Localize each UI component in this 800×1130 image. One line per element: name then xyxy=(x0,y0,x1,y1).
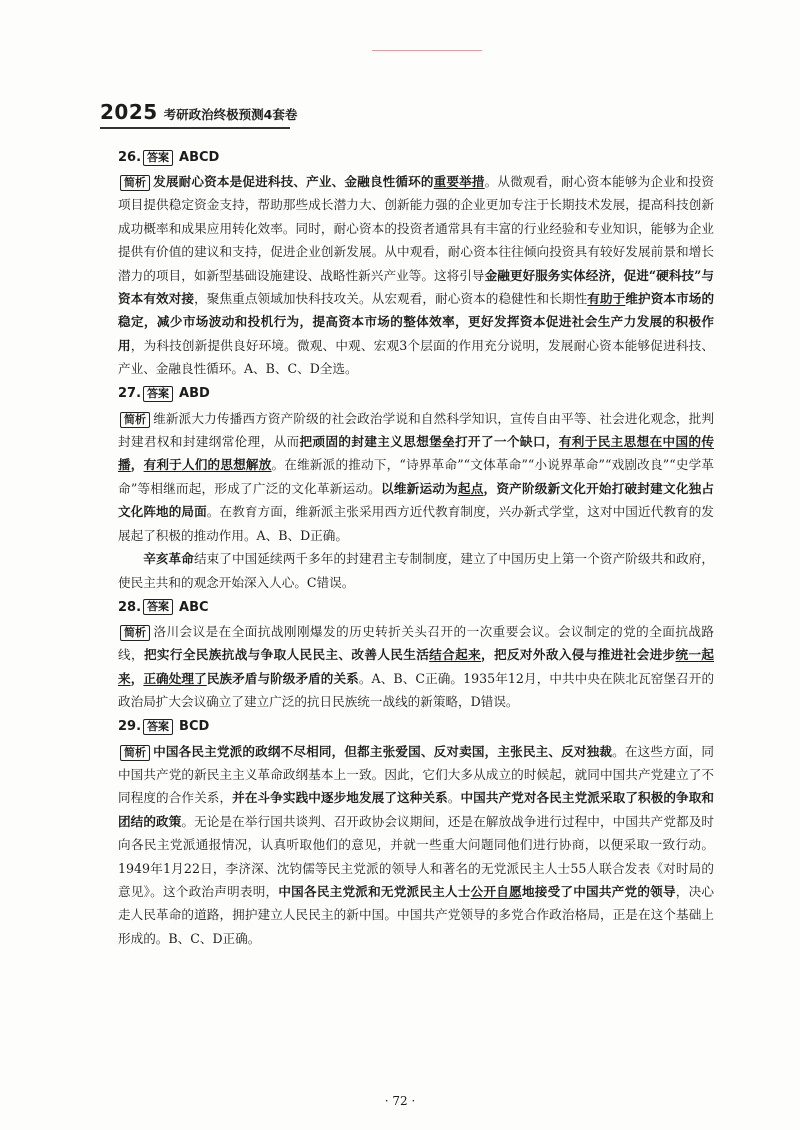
emphasis-text: 起点 xyxy=(457,480,484,496)
emphasis-text: 以维新运动为 xyxy=(381,480,458,496)
emphasis-text: 有利于民主思想在中国的传播 xyxy=(118,434,715,473)
emphasis-text: ，把反对外敌入侵与推进社会进步 xyxy=(481,647,676,663)
emphasis-text: 民族矛盾与阶级矛盾的关系 xyxy=(206,670,359,686)
emphasis-text: 发展耐心资本是促进科技、产业、金融良性循环的 xyxy=(153,174,434,189)
explanation-paragraph xyxy=(118,547,714,594)
body-text: 。无论是在举行国共谈判、召开政协会议期间，还是在解放战争进行过程中，中国共产党都及时向各民主党派通报情况，认真听取他们的意见，并就一些重大问题同他们进行协商，以便采取一致行动。1949年1月22日，李济深、沈钧儒等民主党派的领导人和著名的无党派民主人士55人联合发表《对时局的意见》。这个政治声明表明， xyxy=(118,813,715,899)
answer-line xyxy=(118,596,714,619)
question-29 xyxy=(118,716,714,951)
analysis-badge: 简析 xyxy=(120,625,150,641)
decorative-red-line xyxy=(372,50,482,51)
header-rule xyxy=(100,127,290,129)
answer-badge: 答案 xyxy=(143,386,173,402)
explanation-paragraph xyxy=(118,620,714,714)
body-text: 维新派大力传播西方资产阶级的社会政治学说和自然科学知识，宣传自由平等、社会进化观念，批判封建君权和封建纲常伦理，从而 xyxy=(118,410,714,450)
explanation-paragraph xyxy=(118,740,714,951)
question-number: 28. xyxy=(118,599,142,615)
analysis-badge: 简析 xyxy=(120,412,150,428)
explanation xyxy=(118,407,714,594)
question-27 xyxy=(118,383,714,594)
emphasis-text: 公开自愿 xyxy=(470,883,522,899)
emphasis-text: 把实行全民族抗战与争取人民民主、改善人民生活 xyxy=(143,647,430,663)
explanation xyxy=(118,170,714,381)
answer-line xyxy=(118,716,714,739)
emphasis-text: 辛亥革命 xyxy=(143,551,194,567)
explanation xyxy=(118,740,714,951)
body-text: 。A、B、C正确。1935年12月，中共中央在陕北瓦窑堡召开的政治局扩大会议确立了建立广泛的抗日民族统一战线的新策略，D错误。 xyxy=(118,670,715,710)
answer-value: ABCD xyxy=(179,149,220,165)
body-text: ，决心走人民革命的道路，拥护建立人民民主的新中国。中国共产党领导的多党合作政治格局，正是在这个基础上形成的。B、C、D正确。 xyxy=(118,883,715,946)
emphasis-text: 正确处理了 xyxy=(143,670,207,686)
emphasis-text: 中国共产党对各民主党派采取了积极的争取和团结的政策 xyxy=(118,790,715,829)
emphasis-text: 中国各民主党派的政纲不尽相同，但都主张爱国、反对卖国，主张民主、反对独裁 xyxy=(153,743,613,759)
emphasis-text: 有助于 xyxy=(587,291,626,307)
answer-line xyxy=(118,146,714,169)
emphasis-text: 统一起来 xyxy=(118,647,715,686)
explanation-paragraph xyxy=(118,170,714,381)
answer-value: ABD xyxy=(179,386,210,402)
emphasis-text: 并在斗争实践中逐步地发展了这种关系 xyxy=(232,790,448,806)
emphasis-text: ，资产阶级新文化开始打破封建文化独占文化阵地的局面 xyxy=(118,480,715,520)
emphasis-text: 地接受了中国共产党的领导 xyxy=(521,883,676,899)
body-text: 洛川会议是在全面抗战刚刚爆发的历史转折关头召开的一次重要会议。会议制定的党的全面抗战路线， xyxy=(118,623,714,663)
question-number: 26. xyxy=(118,149,142,165)
answer-value: BCD xyxy=(179,719,210,735)
emphasis-text: 把顽固的封建主义思想堡垒打开了一个缺口， xyxy=(299,434,559,450)
body-text: 结束了中国延续两千多年的封建君主专制制度，建立了中国历史上第一个资产阶级共和政府，使民主共和的观念开始深入人心。C错误。 xyxy=(118,551,715,590)
emphasis-text: 维护资本市场的稳定，减少市场波动和投机行为，提高资本市场的整体效率，更好发挥资本促进社会生产力发展的积极作用 xyxy=(118,291,715,353)
answer-value: ABC xyxy=(179,599,209,615)
emphasis-text: ， xyxy=(130,457,144,473)
analysis-badge: 简析 xyxy=(120,745,150,761)
question-26 xyxy=(118,146,714,381)
body-text: 。 xyxy=(447,790,461,806)
body-text: ，为科技创新提供良好环境。微观、中观、宏观3个层面的作用充分说明，发展耐心资本能够促进科技、产业、金融良性循环。A、B、C、D全选。 xyxy=(118,337,715,377)
question-28 xyxy=(118,596,714,714)
body-text: 。在维新派的推动下，“诗界革命”“文体革命”“小说界革命”“戏剧改良”“史学革命”等相继而起，形成了广泛的文化革新运动。 xyxy=(118,457,715,496)
explanation-paragraph xyxy=(118,407,714,547)
body-text: 。在教育方面，维新派主张采用西方近代教育制度，兴办新式学堂，这对中国近代教育的发展起了积极的推动作用。A、B、D正确。 xyxy=(118,504,715,543)
answer-line xyxy=(118,383,714,406)
question-number: 27. xyxy=(118,386,142,402)
explanation xyxy=(118,620,714,714)
question-number: 29. xyxy=(118,719,142,735)
answer-content xyxy=(118,146,714,952)
header-title: 考研政治终极预测4套卷 xyxy=(163,107,298,122)
emphasis-text: 有利于人们的思想解放 xyxy=(143,457,272,473)
page-number: · 72 · xyxy=(384,1094,416,1108)
emphasis-text: 结合起来 xyxy=(429,647,482,663)
analysis-badge: 简析 xyxy=(120,175,150,191)
answer-badge: 答案 xyxy=(143,719,173,735)
answer-badge: 答案 xyxy=(143,599,173,615)
body-text: 。在这些方面，同中国共产党的新民主主义革命政纲基本上一致。因此，它们大多从成立的时候起，就同中国共产党建立了不同程度的合作关系， xyxy=(118,743,714,806)
page-header xyxy=(100,100,740,124)
header-year: 2025 xyxy=(100,100,158,124)
emphasis-text: 重要举措 xyxy=(433,174,485,189)
emphasis-text: 中国各民主党派和无党派民主人士 xyxy=(278,883,471,899)
body-text: 。从微观看，耐心资本能够为企业和投资项目提供稳定资金支持，帮助那些成长潜力大、创新能力强的企业更加专注于长期技术发展，提高科技创新成功概率和成果应用转化效率。同时，耐心资本的投资者通常具有丰富的行业经验和专业知识，能够为企业提供有价值的建议和支持，促进企业创新发展。从中观看，耐心资本往往倾向投资具有较好发展前景和增长潜力的项目，如新型基础设施建设、战略性新兴产业等。这将引导 xyxy=(118,174,714,283)
answer-badge: 答案 xyxy=(143,150,173,166)
emphasis-text: ， xyxy=(130,670,144,686)
body-text: ，聚焦重点领域加快科技攻关。从宏观看，耐心资本的稳健性和长期性 xyxy=(194,291,588,307)
emphasis-text: 金融更好服务实体经济，促进“硬科技”与资本有效对接 xyxy=(118,267,714,307)
